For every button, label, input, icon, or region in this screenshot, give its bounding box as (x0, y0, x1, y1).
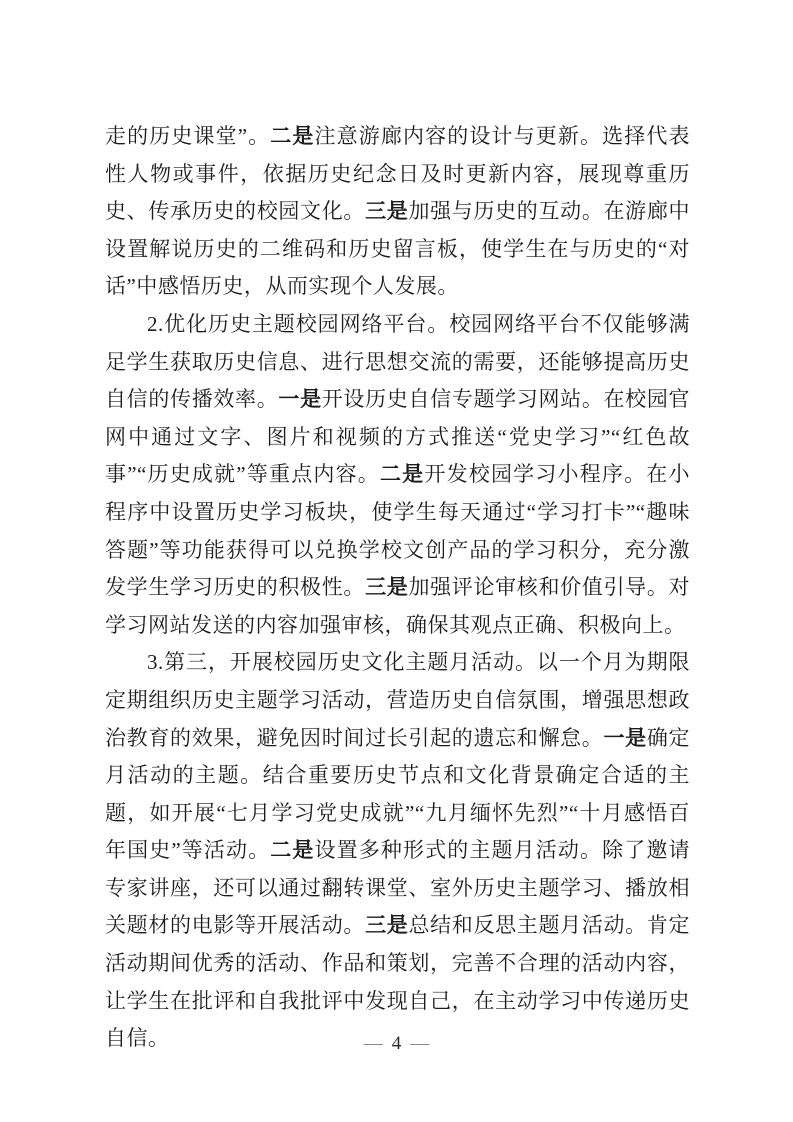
bold-text-run: 二是 (270, 838, 315, 863)
footer-dash-left: — (363, 1033, 383, 1054)
paragraph (105, 306, 690, 644)
bold-text-run: 二是 (379, 462, 425, 487)
text-run: 注意游廊内容的设计与更新。选择代表性人物或事件，依据历史纪念日及时更新内容，展现尊重历史、传承历史的校园文化。 (105, 124, 690, 224)
text-run: 设置多种形式的主题月活动。除了邀请专家讲座，还可以通过翻转课堂、室外历史主题学习、播放相关题材的电影等开展活动。 (105, 838, 690, 938)
document-body (105, 118, 690, 1058)
bold-text-run: 一是 (603, 725, 647, 750)
bold-text-run: 三是 (365, 199, 409, 224)
bold-text-run: 二是 (270, 124, 315, 148)
text-run: 开发校园学习小程序。在小程序中设置历史学习板块，使学生每天通过“学习打卡”“趣味答题”等功能获得可以兑换学校文创产品的学习积分，充分激发学生学习历史的积极性。 (105, 462, 691, 600)
bold-text-run: 一是 (278, 387, 322, 412)
page-number: 4 (391, 1033, 402, 1054)
text-run: 开设历史自信专题学习网站。在校园官网中通过文字、图片和视频的方式推送“党史学习”“红色故事”“历史成就”等重点内容。 (105, 387, 691, 487)
bold-text-run: 三是 (365, 575, 409, 600)
text-run: 确定月活动的主题。结合重要历史节点和文化背景确定合适的主题，如开展“七月学习党史成就”“九月缅怀先烈”“十月感悟百年国史”等活动。 (105, 725, 691, 863)
paragraph (105, 118, 690, 306)
page-footer (0, 1032, 793, 1056)
footer-dash-right: — (410, 1033, 430, 1054)
text-run: 加强与历史的互动。在游廊中设置解说历史的二维码和历史留言板，使学生在与历史的“对话”中感悟历史，从而实现个人发展。 (105, 199, 691, 299)
paragraph (105, 644, 690, 1058)
text-run: 2.优化历史主题校园网络平台。校园网络平台不仅能够满足学生获取历史信息、进行思想交流的需要，还能够提高历史自信的传播效率。 (105, 311, 690, 412)
bold-text-run: 三是 (365, 913, 409, 938)
text-run: 3.第三，开展校园历史文化主题月活动。以一个月为期限定期组织历史主题学习活动，营造历史自信氛围，增强思想政治教育的效果，避免因时间过长引起的遗忘和懈怠。 (105, 650, 690, 750)
text-run: 走的历史课堂”。 (105, 124, 271, 148)
text-run: 总结和反思主题月活动。肯定活动期间优秀的活动、作品和策划，完善不合理的活动内容，让学生在批评和自我批评中发现自己，在主动学习中传递历史自信。 (105, 913, 691, 1051)
text-run: 加强评论审核和价值引导。对学习网站发送的内容加强审核，确保其观点正确、积极向上。 (105, 575, 691, 637)
